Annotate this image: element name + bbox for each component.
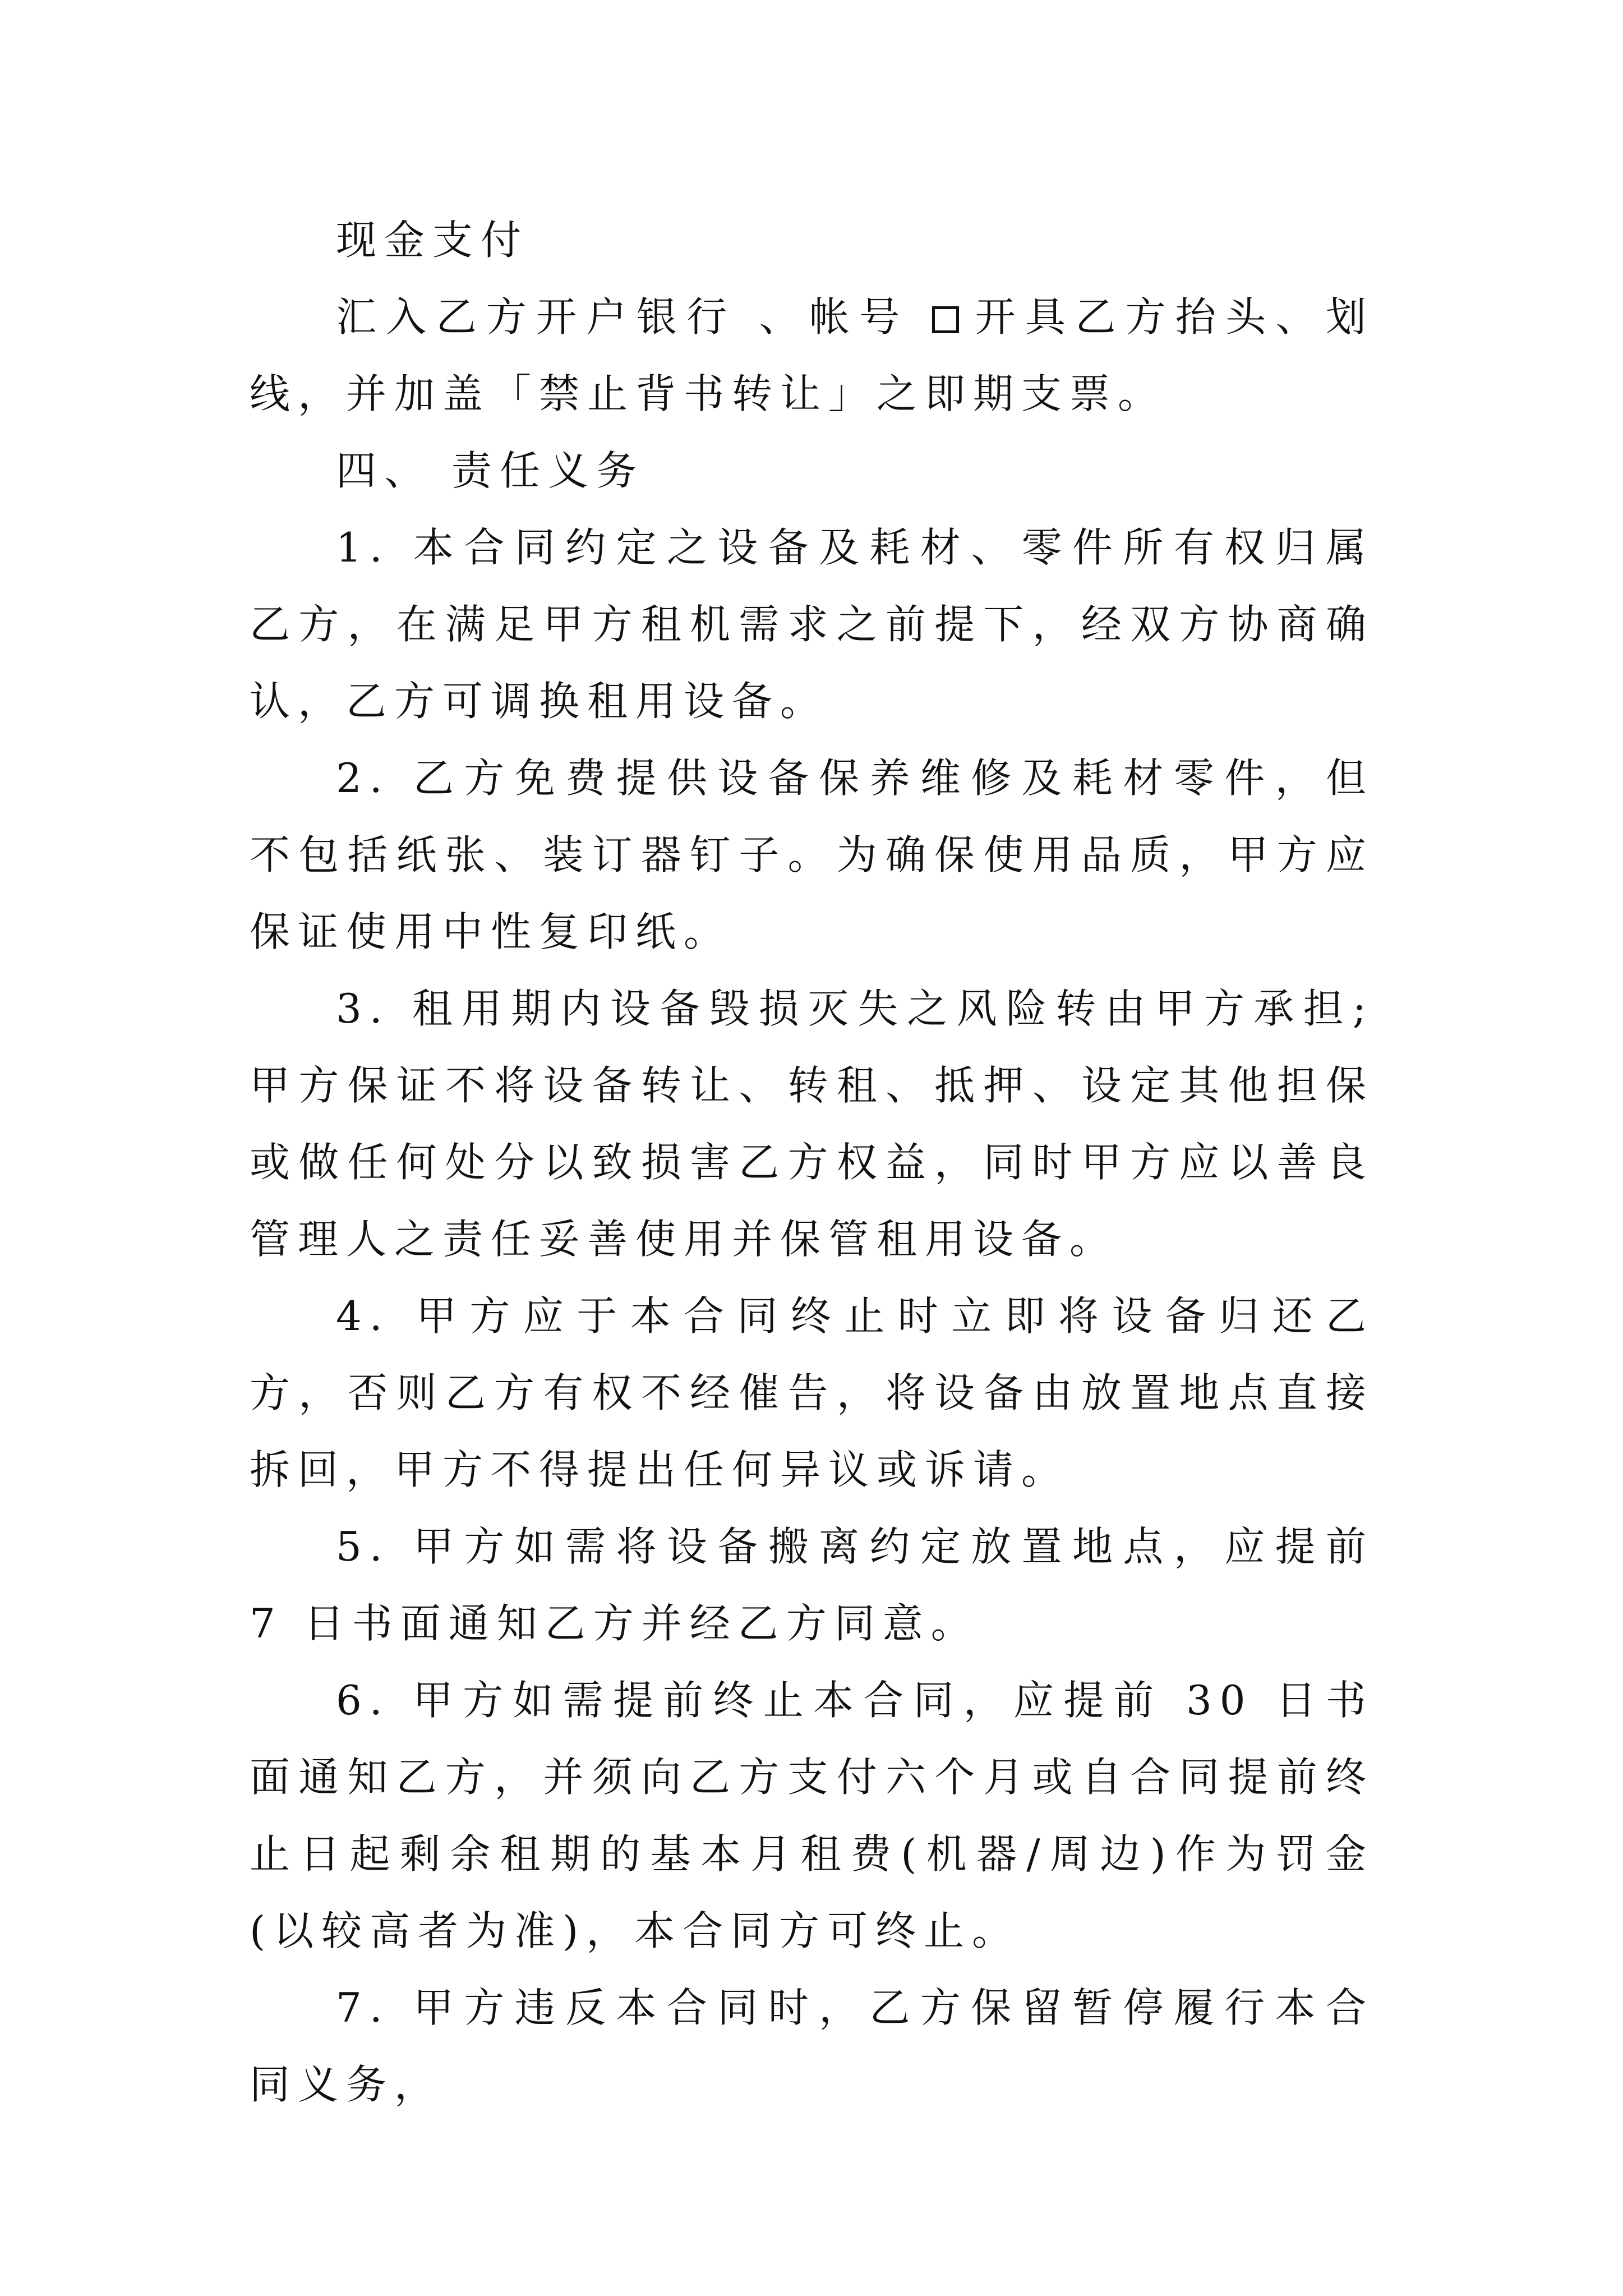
payment-transfer-text: 汇入乙方开户银行 、帐号 — [336, 293, 910, 341]
clause-1: 1. 本合同约定之设备及耗材、零件所有权归属乙方，在满足甲方租机需求之前提下，经双方协商确认，乙方可调换租用设备。 — [250, 524, 1374, 725]
clause-2: 2. 乙方免费提供设备保养维修及耗材零件，但不包括纸张、装订器钉子。为确保使用品质，甲方应保证使用中性复印纸。 — [250, 754, 1374, 955]
clause-3: 3. 租用期内设备毁损灭失之风险转由甲方承担;甲方保证不将设备转让、转租、抵押、设定其他担保或做任何处分以致损害乙方权益，同时甲方应以善良管理人之责任妥善使用并保管租用设备。 — [250, 985, 1374, 1263]
section-title: 责任义务 — [451, 447, 645, 494]
payment-cheque-text: 开具乙方抬头、划线，并加盖「禁止背书转让」之即期支票。 — [250, 293, 1374, 417]
checkbox-icon — [932, 306, 959, 333]
payment-cash-text: 现金支付 — [336, 217, 529, 264]
clause-7: 7. 甲方违反本合同时，乙方保留暂停履行本合同义务， — [250, 1984, 1374, 2108]
clause-6: 6. 甲方如需提前终止本合同，应提前 30 日书面通知乙方，并须向乙方支付六个月或自合同提前终止日起剩余租期的基本月租费(机器/周边)作为罚金(以较高者为准)，本合同方可终止。 — [250, 1677, 1374, 1954]
section-heading — [250, 432, 1374, 509]
clause-5: 5. 甲方如需将设备搬离约定放置地点，应提前 7 日书面通知乙方并经乙方同意。 — [250, 1523, 1374, 1647]
section-number: 四、 — [336, 447, 433, 494]
clause-4: 4. 甲方应于本合同终止时立即将设备归还乙方，否则乙方有权不经催告，将设备由放置地点直接拆回，甲方不得提出任何异议或诉请。 — [250, 1292, 1374, 1493]
payment-option-cash — [250, 202, 1374, 279]
document-page — [250, 202, 1374, 2123]
payment-option-transfer — [250, 279, 1374, 432]
